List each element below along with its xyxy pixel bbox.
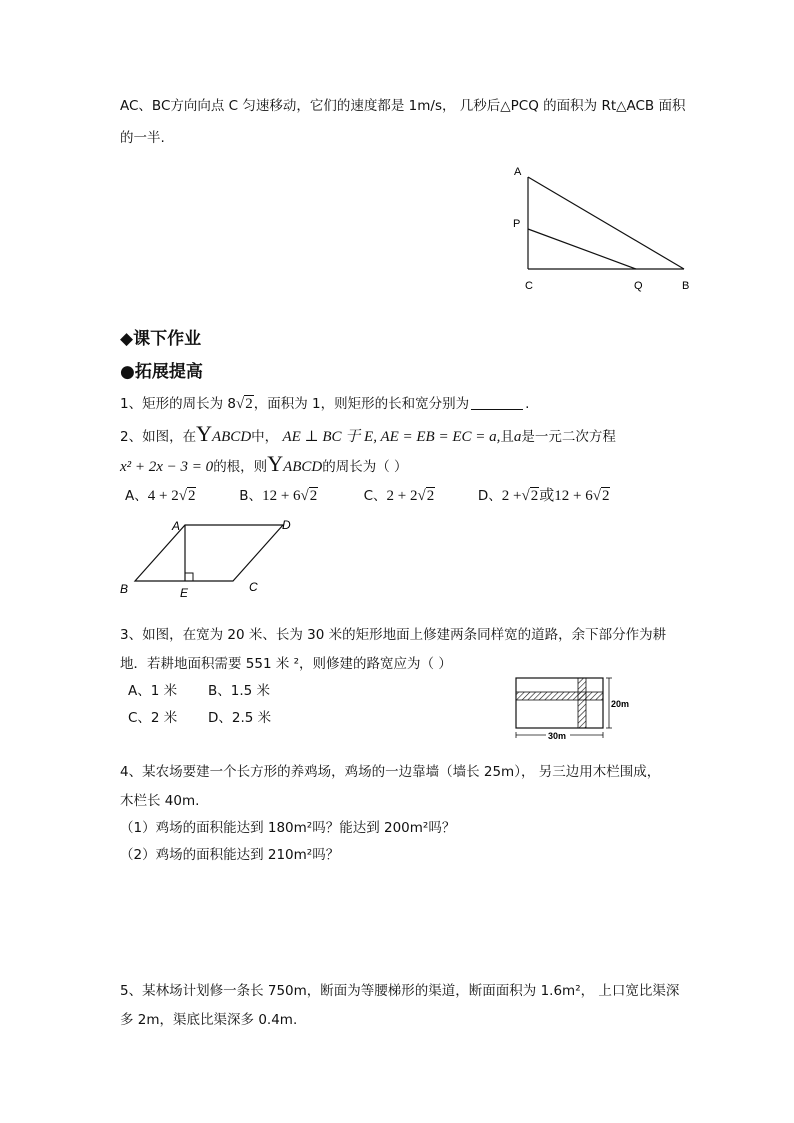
intro-line-1: AC、BC方向向点 C 匀速移动，它们的速度都是 1m/s， 几秒后△PCQ 的面积为 Rt△ACB 面积	[120, 98, 686, 114]
option-d-label: D、	[477, 488, 502, 504]
option-d-mid: 或12 + 6	[539, 488, 593, 504]
question-4-line-1: 4、某农场要建一个长方形的养鸡场，鸡场的一边靠墙（墙长 25m）， 另三边用木栏围成，	[120, 764, 661, 780]
length-label: 30m	[548, 731, 567, 741]
q2-option-d	[478, 488, 611, 504]
option-d-sqrt-2: √2	[592, 488, 610, 504]
segment-pq	[528, 229, 636, 269]
parallelogram-figure	[112, 515, 312, 600]
option-c-value: 2 + 2	[386, 488, 418, 504]
q1-answer-blank	[471, 395, 523, 410]
q2-equation-text: 是一元二次方程	[521, 429, 616, 445]
side-ab	[528, 177, 684, 269]
q1-root: 2	[245, 396, 253, 412]
q3-options-row-1	[128, 681, 270, 701]
q2-options	[125, 486, 610, 506]
width-label: 20m	[611, 699, 630, 709]
q2-option-b	[239, 486, 359, 506]
option-a-value: 4 + 2	[147, 488, 179, 504]
q2-a-var: a	[513, 429, 522, 445]
label-e: E	[180, 586, 189, 600]
label-a: A	[514, 166, 522, 178]
intro-line-2: 的一半.	[120, 130, 165, 146]
q2-root-text: 的根，则	[213, 459, 268, 475]
question-1	[120, 394, 529, 414]
parallelogram-symbol: Y	[196, 421, 212, 446]
q1-text-before: 1、矩形的周长为 8	[120, 396, 236, 412]
q2-abcd: ABCD	[211, 429, 252, 445]
q2-intro: 2、如图，在	[120, 429, 197, 445]
option-c-root: 2	[426, 488, 435, 504]
label-c: C	[249, 580, 258, 594]
question-2-line-2	[120, 451, 408, 477]
q3-options-row-2	[128, 708, 271, 728]
label-c: C	[525, 280, 533, 292]
q2-condition: AE ⊥ BC 于 E, AE = EB = EC = a,	[282, 429, 501, 445]
question-4-sub-1: （1）鸡场的面积能达到 180m²吗？能达到 200m²吗？	[120, 820, 456, 836]
question-2-line-1	[120, 421, 616, 447]
parallelogram-abcd	[135, 525, 283, 581]
question-4-line-2: 木栏长 40m.	[120, 793, 200, 809]
label-q: Q	[634, 280, 643, 292]
label-p: P	[513, 218, 521, 230]
option-b-root: 2	[309, 488, 318, 504]
vertical-road	[578, 678, 586, 728]
label-a: A	[172, 519, 181, 533]
option-d-sqrt-1: √2	[521, 488, 539, 504]
option-c-label: C、	[363, 488, 387, 504]
triangle-figure	[500, 160, 700, 295]
parallelogram-symbol-2: Y	[267, 451, 284, 476]
option-b-value: 12 + 6	[262, 488, 301, 504]
road-figure	[510, 672, 635, 744]
question-4-sub-2: （2）鸡场的面积能达到 210m²吗？	[120, 847, 340, 863]
label-b: B	[682, 280, 690, 292]
section-subtitle: ●拓展提高	[120, 362, 203, 382]
option-b-sqrt: √2	[300, 488, 318, 504]
label-b: B	[120, 582, 129, 596]
q3-option-b: B、1.5 米	[208, 683, 271, 699]
option-d-root-2: 2	[601, 488, 610, 504]
right-angle-mark	[185, 573, 193, 581]
q2-perimeter-text: 的周长为（ ）	[322, 459, 408, 475]
horizontal-road	[516, 692, 603, 700]
q1-sqrt: √2	[235, 396, 253, 412]
q2-abcd-2: ABCD	[283, 459, 323, 475]
question-5-line-1: 5、某林场计划修一条长 750m，断面为等腰梯形的渠道，断面面积为 1.6m²， 上口宽比渠深	[120, 983, 680, 999]
option-a-root: 2	[187, 488, 196, 504]
q3-option-d: D、2.5 米	[208, 710, 272, 726]
option-a-label: A、	[125, 488, 148, 504]
option-a-sqrt: √2	[178, 488, 196, 504]
q2-zhong: 中，	[251, 429, 279, 445]
q2-qie: 且	[500, 429, 514, 445]
label-d: D	[282, 518, 291, 532]
question-5-line-2: 多 2m，渠底比渠深多 0.4m.	[120, 1012, 298, 1028]
q3-option-a: A、1 米	[128, 683, 178, 699]
question-3-line-2: 地．若耕地面积需要 551 米 ²，则修建的路宽应为（ ）	[120, 656, 452, 672]
option-c-sqrt: √2	[417, 488, 435, 504]
field-rectangle	[516, 678, 603, 728]
q2-equation: x² + 2x − 3 = 0	[120, 459, 214, 475]
q1-text-end: .	[525, 396, 530, 412]
q3-option-c: C、2 米	[128, 710, 178, 726]
q2-option-c	[364, 486, 474, 506]
question-3-line-1: 3、如图，在宽为 20 米、长为 30 米的矩形地面上修建两条同样宽的道路，余下部分作为耕	[120, 627, 667, 643]
q1-text-after: ，面积为 1，则矩形的长和宽分别为	[253, 396, 470, 412]
q2-option-a	[125, 486, 235, 506]
section-title: ◆课下作业	[120, 329, 202, 349]
option-d-root-1: 2	[530, 488, 539, 504]
option-d-value: 2 +	[501, 488, 522, 504]
option-b-label: B、	[239, 488, 263, 504]
